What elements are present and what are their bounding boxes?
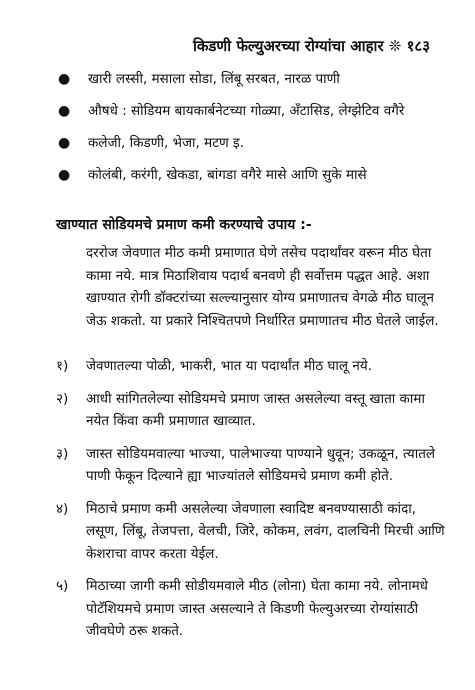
- bullet-item: [58, 164, 438, 186]
- item-number: १): [56, 358, 69, 374]
- bullet-text: कोलंबी, करंगी, खेकडा, बांगडा वगैरे मासे आणि सुके मासे: [88, 167, 367, 183]
- item-text: आधी सांगितलेल्या सोडियमचे प्रमाण जास्त असलेल्या वस्तू खाता कामा नयेत किंवा कमी प्रमाणात खाव्यात.: [86, 390, 425, 429]
- bullet-list: [58, 68, 438, 196]
- bullet-item: [58, 100, 438, 122]
- item-number: ३): [56, 445, 69, 462]
- bullet-text: औषधे : सोडियम बायकार्बनेटच्या गोळ्या, अँटासिड, लेग्झेटिव वगैरे: [88, 103, 405, 119]
- item-text: मिठाचे प्रमाण कमी असलेल्या जेवणाला स्वादिष्ट बनवण्यासाठी कांदा, लसूण, लिंबू, तेजपत्ता, वेलची, जिरे, कोकम, लवंग, दालचिनी मिरची आणि केशराचा वापर करता येईल.: [86, 500, 445, 562]
- bullet-marker: ●: [58, 103, 71, 119]
- item-text: जास्त सोडियमवाल्या भाज्या, पालेभाज्या पाण्याने धुवून; उकळून, त्यातले पाणी फेकून दिल्याने ह्या भाज्यांतले सोडियमचे प्रमाण कमी होते.: [86, 445, 436, 484]
- bullet-text: खारी लस्सी, मसाला सोडा, लिंबू सरबत, नारळ पाणी: [88, 71, 340, 87]
- item-text: मिठाच्या जागी कमी सोडीयमवाले मीठ (लोना) घेता कामा नये. लोनामधे पोटॅशियमचे प्रमाण जास्त असल्याने ते किडणी फेल्युअरच्या रोग्यांसाठी जीवघेणे ठरू शकते.: [86, 578, 428, 639]
- item-number: ४): [56, 500, 69, 517]
- numbered-item: [56, 498, 446, 566]
- numbered-list: [56, 355, 446, 653]
- item-text: जेवणातल्या पोळी, भाकरी, भात या पदार्थांत मीठ घालू नये.: [86, 358, 372, 374]
- item-number: ५): [56, 578, 69, 594]
- bullet-marker: ●: [58, 167, 71, 183]
- section-heading: खाण्यात सोडियमचे प्रमाण कमी करण्याचे उपाय :-: [56, 217, 312, 233]
- numbered-item: [56, 443, 446, 488]
- numbered-item: [56, 355, 446, 378]
- item-number: २): [56, 390, 69, 407]
- bullet-marker: ●: [58, 71, 71, 87]
- bullet-item: [58, 68, 438, 90]
- bullet-text: कलेजी, किडणी, भेजा, मटण इ.: [88, 135, 244, 151]
- numbered-item: [56, 388, 446, 433]
- numbered-item: [56, 575, 446, 643]
- bullet-marker: ●: [58, 135, 71, 151]
- bullet-item: [58, 132, 438, 154]
- running-header: किडणी फेल्युअरच्या रोग्यांचा आहार ❊ १८३: [192, 37, 430, 55]
- intro-paragraph: दररोज जेवणात मीठ कमी प्रमाणात घेणे तसेच पदार्थांवर वरून मीठ घेता कामा नये. मात्र मिठाशिवाय पदार्थ बनवणे ही सर्वोत्तम पद्धत आहे. अशा खाण्यात रोगी डॉक्टरांच्या सल्ल्यानुसार योग्य प्रमाणातच वेगळे मीठ घालून जेऊ शकतो. या प्रकारे निश्चितपणे निर्धारित प्रमाणातच मीठ घेतले जाईल.: [86, 245, 439, 329]
